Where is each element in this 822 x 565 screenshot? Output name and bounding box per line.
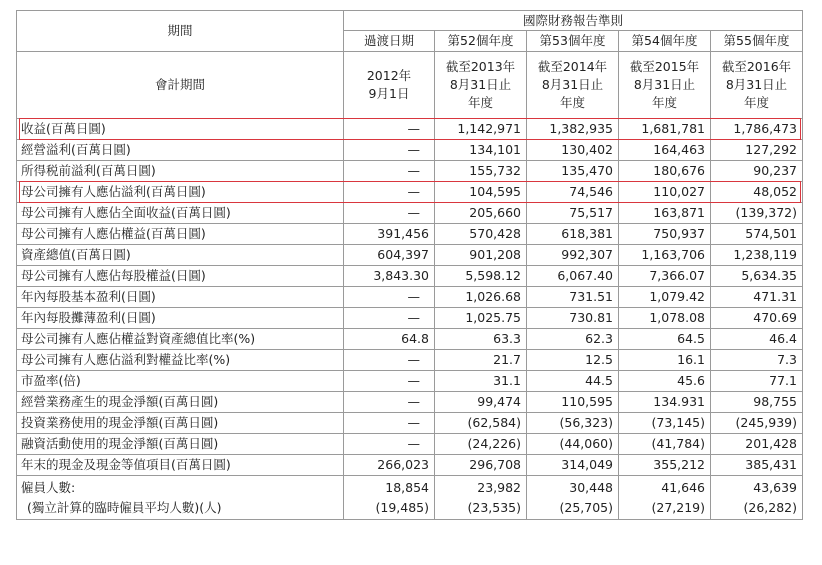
value-cell: 64.5: [619, 329, 711, 350]
row-label: 資產總值(百萬日圓): [17, 245, 344, 266]
fiscal-year-header: 第54個年度: [619, 31, 711, 52]
employees-label-line1: 僱員人數:: [21, 479, 76, 495]
value-cell: 134.931: [619, 392, 711, 413]
table-row: [17, 287, 803, 308]
accounting-period-label: 會計期間: [17, 52, 344, 119]
value-cell: 62.3: [527, 329, 619, 350]
value-cell: —: [344, 308, 435, 329]
row-label: 母公司擁有人應佔溢利對權益比率(%): [17, 350, 344, 371]
value-cell: 16.1: [619, 350, 711, 371]
period-date-cell: 截至2015年 8月31日止 年度: [619, 52, 711, 119]
value-cell: 731.51: [527, 287, 619, 308]
period-date-cell: 截至2016年 8月31日止 年度: [711, 52, 803, 119]
temp-employee-count: (23,535): [467, 499, 521, 515]
row-label: 母公司擁有人應佔權益對資產總值比率(%): [17, 329, 344, 350]
table-row: [17, 371, 803, 392]
value-cell: 7.3: [711, 350, 803, 371]
value-cell: 31.1: [435, 371, 527, 392]
value-cell: —: [344, 140, 435, 161]
value-cell: 385,431: [711, 455, 803, 476]
employee-count: 30,448: [569, 479, 613, 495]
value-cell: 1,238,119: [711, 245, 803, 266]
fiscal-year-header: 第53個年度: [527, 31, 619, 52]
row-label: 年末的現金及現金等值項目(百萬日圓): [17, 455, 344, 476]
value-cell: 470.69: [711, 308, 803, 329]
value-cell: 164,463: [619, 140, 711, 161]
value-cell: 296,708: [435, 455, 527, 476]
value-cell: 110,595: [527, 392, 619, 413]
value-cell: 391,456: [344, 224, 435, 245]
value-cell: 618,381: [527, 224, 619, 245]
table-row: [17, 203, 803, 224]
period-date-cell: 截至2013年 8月31日止 年度: [435, 52, 527, 119]
accounting-period-row: [17, 52, 803, 119]
table-row: [17, 245, 803, 266]
value-cell: —: [344, 434, 435, 455]
table-row: [17, 161, 803, 182]
table-row: [17, 140, 803, 161]
value-cell: 155,732: [435, 161, 527, 182]
fiscal-year-header: 第55個年度: [711, 31, 803, 52]
period-date-cell: 截至2014年 8月31日止 年度: [527, 52, 619, 119]
value-cell: 5,598.12: [435, 266, 527, 287]
value-cell: 130,402: [527, 140, 619, 161]
employees-label: [17, 476, 344, 520]
value-cell: 1,079.42: [619, 287, 711, 308]
value-cell: 99,474: [435, 392, 527, 413]
row-label: 所得税前溢利(百萬日圓): [17, 161, 344, 182]
value-cell: 127,292: [711, 140, 803, 161]
table-row: [17, 266, 803, 287]
value-cell: 75,517: [527, 203, 619, 224]
table-row: [17, 329, 803, 350]
table-row: [17, 119, 803, 140]
row-label: 母公司擁有人應佔溢利(百萬日圓): [17, 182, 344, 203]
table-row: [17, 308, 803, 329]
value-cell: (245,939): [711, 413, 803, 434]
value-cell: 314,049: [527, 455, 619, 476]
employees-label-line2: (獨立計算的臨時僱員平均人數)(人): [27, 499, 222, 515]
value-cell: 134,101: [435, 140, 527, 161]
value-cell: 74,546: [527, 182, 619, 203]
table-row: [17, 392, 803, 413]
value-cell: 201,428: [711, 434, 803, 455]
value-cell: 992,307: [527, 245, 619, 266]
fiscal-year-header: 過渡日期: [344, 31, 435, 52]
value-cell: 64.8: [344, 329, 435, 350]
value-cell: 574,501: [711, 224, 803, 245]
value-cell: 90,237: [711, 161, 803, 182]
value-cell: (73,145): [619, 413, 711, 434]
value-cell: 1,786,473: [711, 119, 803, 140]
value-cell: —: [344, 371, 435, 392]
value-cell: 1,681,781: [619, 119, 711, 140]
value-cell: 471.31: [711, 287, 803, 308]
employees-value-cell: [711, 476, 803, 520]
employee-count: 41,646: [661, 479, 705, 495]
value-cell: 44.5: [527, 371, 619, 392]
value-cell: —: [344, 350, 435, 371]
value-cell: 750,937: [619, 224, 711, 245]
table-row: [17, 434, 803, 455]
value-cell: 1,142,971: [435, 119, 527, 140]
temp-employee-count: (25,705): [559, 499, 613, 515]
value-cell: 266,023: [344, 455, 435, 476]
row-label: 收益(百萬日圓): [17, 119, 344, 140]
value-cell: —: [344, 119, 435, 140]
value-cell: —: [344, 161, 435, 182]
value-cell: 604,397: [344, 245, 435, 266]
value-cell: 46.4: [711, 329, 803, 350]
value-cell: (24,226): [435, 434, 527, 455]
value-cell: 98,755: [711, 392, 803, 413]
value-cell: 355,212: [619, 455, 711, 476]
row-label: 母公司擁有人應佔每股權益(日圓): [17, 266, 344, 287]
value-cell: —: [344, 413, 435, 434]
value-cell: 570,428: [435, 224, 527, 245]
value-cell: 48,052: [711, 182, 803, 203]
value-cell: 1,382,935: [527, 119, 619, 140]
employees-row: [17, 476, 803, 520]
row-label: 市盈率(倍): [17, 371, 344, 392]
value-cell: 1,025.75: [435, 308, 527, 329]
value-cell: —: [344, 392, 435, 413]
value-cell: 1,078.08: [619, 308, 711, 329]
value-cell: 5,634.35: [711, 266, 803, 287]
financial-summary-table: [16, 10, 803, 520]
row-label: 融資活動使用的現金淨額(百萬日圓): [17, 434, 344, 455]
employee-count: 23,982: [477, 479, 521, 495]
value-cell: 163,871: [619, 203, 711, 224]
employee-count: 18,854: [385, 479, 429, 495]
value-cell: 6,067.40: [527, 266, 619, 287]
employee-count: 43,639: [753, 479, 797, 495]
value-cell: —: [344, 203, 435, 224]
value-cell: —: [344, 287, 435, 308]
employees-value-cell: [435, 476, 527, 520]
value-cell: 110,027: [619, 182, 711, 203]
temp-employee-count: (19,485): [375, 499, 429, 515]
value-cell: (56,323): [527, 413, 619, 434]
row-label: 經營溢利(百萬日圓): [17, 140, 344, 161]
value-cell: —: [344, 182, 435, 203]
employees-value-cell: [344, 476, 435, 520]
value-cell: 104,595: [435, 182, 527, 203]
value-cell: 45.6: [619, 371, 711, 392]
temp-employee-count: (26,282): [743, 499, 797, 515]
value-cell: 205,660: [435, 203, 527, 224]
table-row: [17, 413, 803, 434]
table-row: [17, 182, 803, 203]
table-row: [17, 224, 803, 245]
row-label: 母公司擁有人應佔全面收益(百萬日圓): [17, 203, 344, 224]
value-cell: 3,843.30: [344, 266, 435, 287]
period-date-cell: 2012年 9月1日: [344, 52, 435, 119]
value-cell: (44,060): [527, 434, 619, 455]
employees-value-cell: [619, 476, 711, 520]
value-cell: 21.7: [435, 350, 527, 371]
row-label: 投資業務使用的現金淨額(百萬日圓): [17, 413, 344, 434]
table-row: [17, 455, 803, 476]
value-cell: 1,026.68: [435, 287, 527, 308]
value-cell: 135,470: [527, 161, 619, 182]
value-cell: (139,372): [711, 203, 803, 224]
value-cell: 7,366.07: [619, 266, 711, 287]
ifrs-header: 國際財務報告準則: [344, 11, 803, 31]
value-cell: 63.3: [435, 329, 527, 350]
value-cell: 1,163,706: [619, 245, 711, 266]
value-cell: 901,208: [435, 245, 527, 266]
value-cell: 77.1: [711, 371, 803, 392]
value-cell: (62,584): [435, 413, 527, 434]
value-cell: 730.81: [527, 308, 619, 329]
table-row: [17, 350, 803, 371]
row-label: 年內每股基本盈利(日圓): [17, 287, 344, 308]
row-label: 母公司擁有人應佔權益(百萬日圓): [17, 224, 344, 245]
row-label: 經營業務產生的現金淨額(百萬日圓): [17, 392, 344, 413]
value-cell: 180,676: [619, 161, 711, 182]
temp-employee-count: (27,219): [651, 499, 705, 515]
value-cell: (41,784): [619, 434, 711, 455]
row-label: 年內每股攤薄盈利(日圓): [17, 308, 344, 329]
employees-value-cell: [527, 476, 619, 520]
period-header: 期間: [17, 11, 344, 52]
value-cell: 12.5: [527, 350, 619, 371]
fiscal-year-header: 第52個年度: [435, 31, 527, 52]
